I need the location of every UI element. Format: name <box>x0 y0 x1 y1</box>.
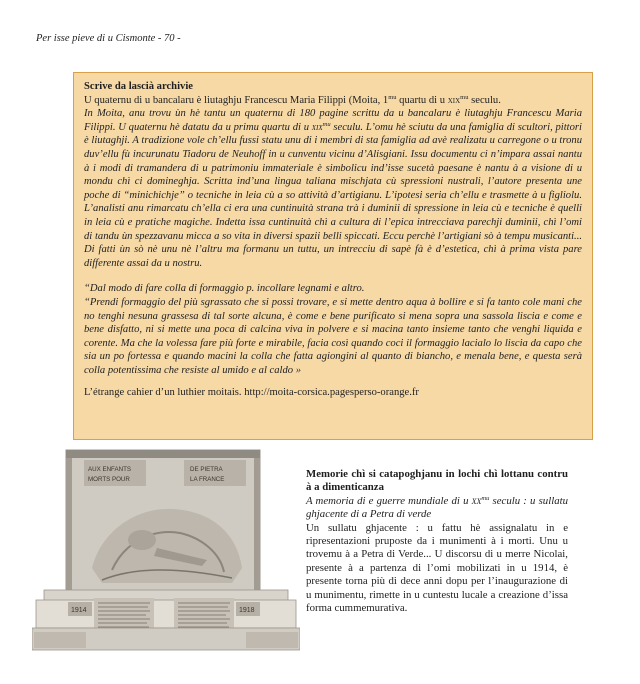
box-source: L’étrange cahier d’un luthier moitais. http://moita-corsica.pagesperso-orange.fr <box>84 387 419 399</box>
article-subtitle: A memoria di e guerre mundiale di u $xx^{mu}$ seculu : u sullatu ghjacente di a Petra di verde <box>306 494 568 521</box>
box-italic-paragraph: In Moita, anu trovu ùn hè tantu un quaternu di 180 pagine scrittu da u bancalaru è liutaghju Francescu Maria Filippi. U quaternu hè datatu da u primu quartu di u xix$^{mu}$ seculu. L’omu hè sciutu da una famiglia di scultori, pittori è liutaghji. A tradizione vole ch’ellu fussi statu unu di i membri di sta famiglia ad avè realizatu u carregone o u tronu duv’ellu fù incurunatu Tiadoru de Neuhoff in u cunventu vicinu d’Alisgiani. Issu documentu ci n’impara assai nantu à i modi di tramandera di u patrimoniu immateriale è simbolicu ind’isse sucetà paesane è nantu à a visione di u mondu chì ci domineghja. Scritta ind’una lingua taliana mischjata cù spressioni nustrali, l’autore presenta une poche di “minichichje” o tecniche in leia cù a so attività d’artigianu. L’ipotesi seria ch’ellu e trasmette à u figliolu. L’analisti anu rimarcatu ch’ella ci era una cuntinuità strana trà i duminii di spressione in leia cù e tecniche è quelli in leia cù e pratiche magiche. Indetta issa cuntinuità chì a cultura di l’epica intrecciava parechji duminii, chì l’omi di tandu ùn spezzavanu micca a so vita in diversi spazii belli spiccati. Eccu perchè l’artigiani sò à tempu musicanti... Di fatti ùn sò nè unu nè l’altru ma formanu un tuttu, un intrecciu di sapè fà è d’estetica, chì à prima vista pare differente assai da u nostru. <box>84 108 582 269</box>
archive-box <box>73 72 593 440</box>
plaque-left-line1: AUX ENFANTS <box>88 466 131 473</box>
box-quote-recipe: “Prendi formaggio del più sgrassato che si possi trovare, e si mette dentro aqua à bollire e si fa tanto cole mani che no tenghi nesuna grassesa di tal sorte alcuna, è come e bene purificato si mena sopra una sassola liscia e come e bene disfatto, ni si mette una poca di calcina viva in polvere e si macina tanto insieme tanto che venghi liquida e corente. Ma che la volessa fare più forte e mirabile, facia così quando coci il formaggio lacialo lo liscia da capo che sia un po fortessa e quando macini la colla che fatta agiongini al quanto di biancho, e menala bene, e questa serà colla potentissima che resiste al umido e al caldo » <box>84 296 582 376</box>
article-title: Memorie chì si catapoghjanu in lochi chì lottanu contru à a dimenticanza <box>306 468 568 494</box>
war-memorial-photo <box>32 448 300 653</box>
plaque-right-line1: DE PIETRA <box>190 466 223 473</box>
box-title: Scrive da lascià archivie <box>84 81 193 92</box>
memorial-article <box>306 468 568 615</box>
box-quote-heading: “Dal modo di fare colla di formaggio p. incollare legnami e altro. <box>84 283 365 295</box>
year-left: 1914 <box>71 607 87 614</box>
year-right: 1918 <box>239 607 255 614</box>
article-body: Un sullatu ghjacente : u fattu hè assignalatu in e ripresentazioni pruposte da i munimenti à i morti. Unu u trovemu à a Petra di Verde... U discorsu di u merre Nicolai, presente à a partenza di l’omi mobilizati in u 1914, è presente torna più di dece anni dopu per l’inaugurazione di u munimentu, rimette in u cuntestu lucale a creazione d’issa forma cummemurativa. <box>306 521 568 615</box>
plaque-right-line2: LA FRANCE <box>190 476 225 483</box>
running-head: Per isse pieve di u Cismonte - 70 - <box>36 33 181 44</box>
box-intro: U quaternu di u bancalaru è liutaghju Francescu Maria Filippi (Moita, $1^{mu}$ quartu di u xix$^{mu}$ seculu. <box>84 93 501 106</box>
plaque-left-line2: MORTS POUR <box>88 476 130 483</box>
